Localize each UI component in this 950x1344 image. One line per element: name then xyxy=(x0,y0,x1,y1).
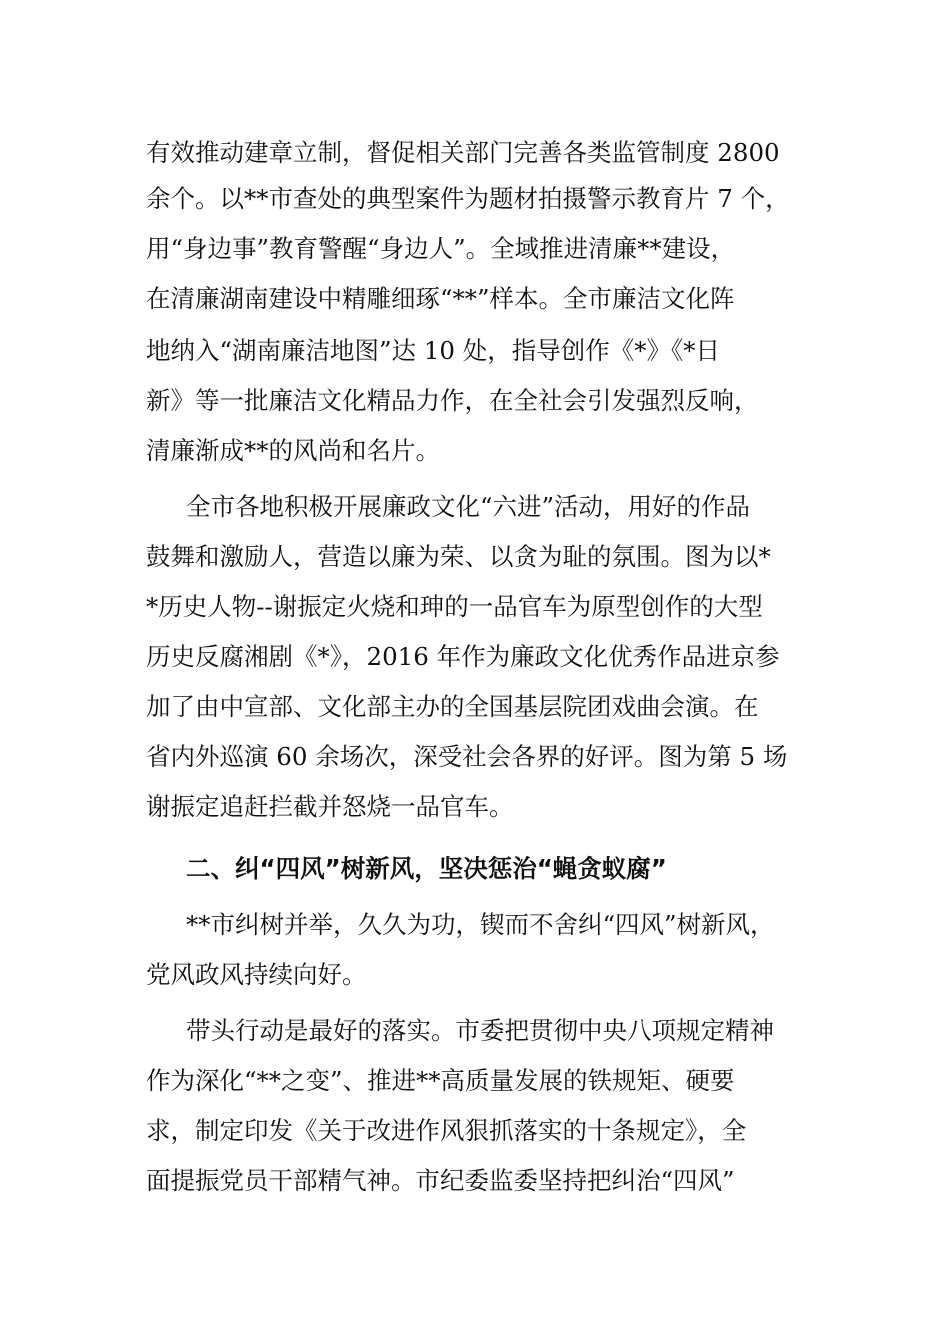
paragraph-4-line-4: 面提振党员干部精气神。市纪委监委坚持把纠治“四风” xyxy=(146,1166,735,1195)
paragraph-2-line-5: 加了由中宣部、文化部主办的全国基层院团戏曲会演。在 xyxy=(146,692,759,721)
paragraph-1-line-1: 有效推动建章立制，督促相关部门完善各类监管制度 2800 xyxy=(146,138,780,167)
paragraph-1-line-6: 新》等一批廉洁文化精品力作，在全社会引发强烈反响， xyxy=(146,386,759,415)
paragraph-2-line-7: 谢振定追赶拦截并怒烧一品官车。 xyxy=(146,792,514,821)
paragraph-4-line-1: 带头行动是最好的落实。市委把贯彻中央八项规定精神 xyxy=(186,1016,774,1045)
paragraph-1-line-2: 余个。以**市查处的典型案件为题材拍摄警示教育片 7 个， xyxy=(146,184,790,213)
paragraph-1-line-7: 清廉渐成**的风尚和名片。 xyxy=(146,436,440,465)
paragraph-2-line-4: 历史反腐湘剧《*》，2016 年作为廉政文化优秀作品进京参 xyxy=(146,642,780,671)
paragraph-2-line-6: 省内外巡演 60 余场次，深受社会各界的好评。图为第 5 场 xyxy=(146,742,788,771)
paragraph-2-line-3: *历史人物--谢振定火烧和珅的一品官车为原型创作的大型 xyxy=(146,592,763,621)
paragraph-1-line-5: 地纳入“湖南廉洁地图”达 10 处，指导创作《*》《*日 xyxy=(146,336,721,365)
paragraph-1-line-3: 用“身边事”教育警醒“身边人”。全域推进清廉**建设， xyxy=(146,234,736,263)
paragraph-2-line-2: 鼓舞和激励人，营造以廉为荣、以贪为耻的氛围。图为以* xyxy=(146,542,771,571)
paragraph-4-line-3: 求，制定印发《关于改进作风狠抓落实的十条规定》，全 xyxy=(146,1116,747,1145)
paragraph-3-line-2: 党风政风持续向好。 xyxy=(146,960,367,989)
paragraph-3-line-1: **市纠树并举，久久为功，锲而不舍纠“四风”树新风， xyxy=(186,910,775,939)
paragraph-2-line-1: 全市各地积极开展廉政文化“六进”活动，用好的作品 xyxy=(186,492,751,521)
section-heading: 二、纠“四风”树新风，坚决惩治“蝇贪蚁腐” xyxy=(186,854,667,883)
paragraph-1-line-4: 在清廉湖南建设中精雕细琢“**”样本。全市廉洁文化阵 xyxy=(146,284,735,313)
paragraph-4-line-2: 作为深化“**之变”、推进**高质量发展的铁规矩、硬要 xyxy=(146,1066,735,1095)
